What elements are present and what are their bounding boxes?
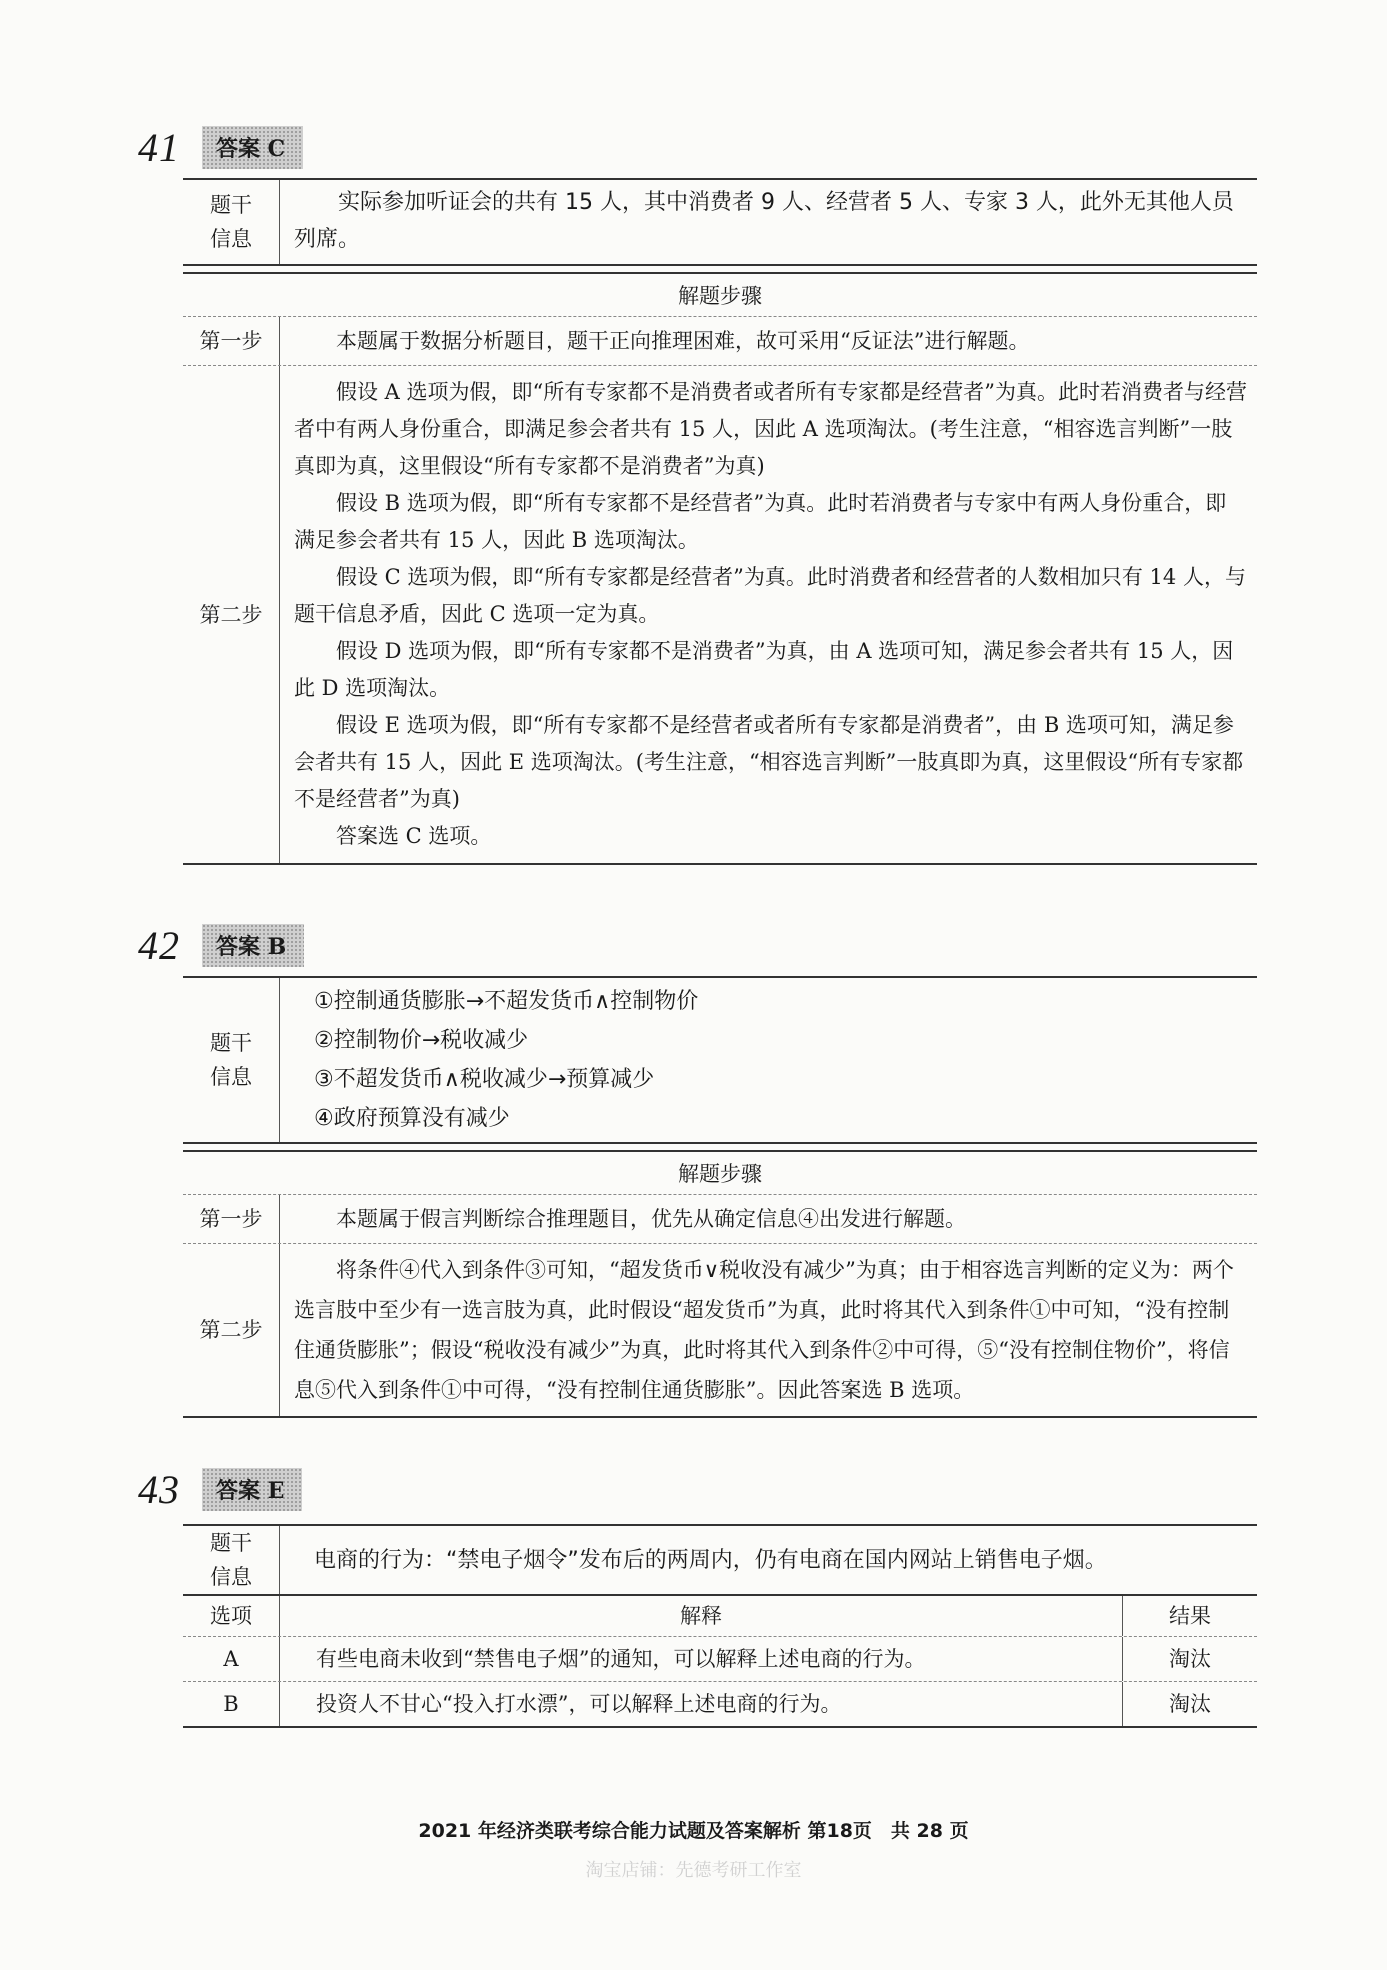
step1-label: 第一步 [183, 1195, 280, 1243]
stem-row [183, 976, 1257, 1144]
step1-text: 本题属于假言判断综合推理题目，优先从确定信息④出发进行解题。 [336, 1207, 966, 1231]
stem-label: 题干 信息 [183, 1526, 280, 1594]
option-result: 淘汰 [1169, 1647, 1211, 1671]
step2-paragraph: 假设 B 选项为假，即“所有专家都不是经营者”为真。此时若消费者与专家中有两人身份重合，即满足参会者共有 15 人，因此 B 选项淘汰。 [294, 491, 1227, 552]
table-row [183, 1637, 1257, 1682]
question-43-table [183, 1524, 1257, 1728]
option-explanation: 有些电商未收到“禁售电子烟”的通知，可以解释上述电商的行为。 [280, 1637, 1123, 1681]
stem-text: 电商的行为：“禁电子烟令”发布后的两周内，仍有电商在国内网站上销售电子烟。 [314, 1547, 1107, 1573]
step2-paragraph: 假设 C 选项为假，即“所有专家都是经营者”为真。此时消费者和经营者的人数相加只有 14 人，与题干信息矛盾，因此 C 选项一定为真。 [294, 565, 1246, 626]
step2-paragraph: 假设 A 选项为假，即“所有专家都不是消费者或者所有专家都是经营者”为真。此时若消费者与经营者中有两人身份重合，即满足参会者共有 15 人，因此 A 选项淘汰。(考生注意，“相容选言判断”一肢真即为真，这里假设“所有专家都不是消费者”为真) [294, 380, 1247, 478]
header-result: 结果 [1169, 1604, 1211, 1628]
question-number: 42 [138, 923, 180, 968]
step2-text [280, 366, 1257, 863]
step2-label: 第二步 [183, 1244, 280, 1416]
step2-paragraph: 答案选 C 选项。 [336, 824, 492, 848]
steps-title: 解题步骤 [183, 272, 1257, 317]
question-41-table [183, 178, 1257, 865]
stem-list [280, 978, 1257, 1142]
stem-condition: ①控制通货膨胀→不超发货币∧控制物价 [314, 989, 699, 1014]
header-option: 选项 [183, 1596, 280, 1636]
question-42-table [183, 976, 1257, 1418]
answer-badge: 答案 E [202, 1468, 302, 1511]
steps-title: 解题步骤 [183, 1150, 1257, 1195]
stem-label: 题干 信息 [183, 978, 280, 1142]
question-43-header [138, 1466, 302, 1513]
option-letter: A [183, 1637, 280, 1681]
header-explanation: 解释 [280, 1596, 1123, 1636]
stem-condition: ④政府预算没有减少 [314, 1106, 510, 1131]
answer-badge: 答案 C [202, 126, 303, 169]
step2-paragraph: 假设 E 选项为假，即“所有专家都不是经营者或者所有专家都是消费者”，由 B 选项可知，满足参会者共有 15 人，因此 E 选项淘汰。(考生注意，“相容选言判断”一肢真即为真，这里假设“所有专家都不是经营者”为真) [294, 713, 1244, 811]
stem-label: 题干 信息 [183, 180, 280, 264]
stem-row [183, 178, 1257, 266]
step1-row [183, 1195, 1257, 1244]
question-41-header [138, 124, 303, 171]
question-42-header [138, 922, 304, 969]
page-footer: 2021 年经济类联考综合能力试题及答案解析 第18页 共 28 页 [418, 1820, 969, 1842]
option-letter: B [183, 1682, 280, 1726]
option-explanation: 投资人不甘心“投入打水漂”，可以解释上述电商的行为。 [280, 1682, 1123, 1726]
answer-badge: 答案 B [202, 924, 304, 967]
table-row [183, 1682, 1257, 1728]
stem-row [183, 1524, 1257, 1596]
question-number: 41 [138, 125, 180, 170]
step1-row [183, 317, 1257, 366]
question-number: 43 [138, 1467, 180, 1512]
stem-condition: ②控制物价→税收减少 [314, 1028, 529, 1053]
step2-row [183, 1244, 1257, 1418]
watermark: 淘宝店铺：先德考研工作室 [585, 1860, 802, 1881]
options-table-header [183, 1596, 1257, 1637]
step2-label: 第二步 [183, 366, 280, 863]
stem-condition: ③不超发货币∧税收减少→预算减少 [314, 1067, 655, 1092]
step2-paragraph: 假设 D 选项为假，即“所有专家都不是消费者”为真，由 A 选项可知，满足参会者共有 15 人，因此 D 选项淘汰。 [294, 639, 1234, 700]
step2-text: 将条件④代入到条件③可知，“超发货币∨税收没有减少”为真；由于相容选言判断的定义为：两个选言肢中至少有一选言肢为真，此时假设“超发货币”为真，此时将其代入到条件①中可知，“没有控制住通货膨胀”；假设“税收没有减少”为真，此时将其代入到条件②中可得，⑤“没有控制住物价”，将信息⑤代入到条件①中可得，“没有控制住通货膨胀”。因此答案选 B 选项。 [294, 1258, 1234, 1402]
option-result: 淘汰 [1169, 1692, 1211, 1716]
stem-text: 实际参加听证会的共有 15 人，其中消费者 9 人、经营者 5 人、专家 3 人，此外无其他人员列席。 [294, 190, 1234, 252]
step2-row [183, 366, 1257, 865]
step1-text: 本题属于数据分析题目，题干正向推理困难，故可采用“反证法”进行解题。 [336, 329, 1030, 353]
step1-label: 第一步 [183, 317, 280, 365]
